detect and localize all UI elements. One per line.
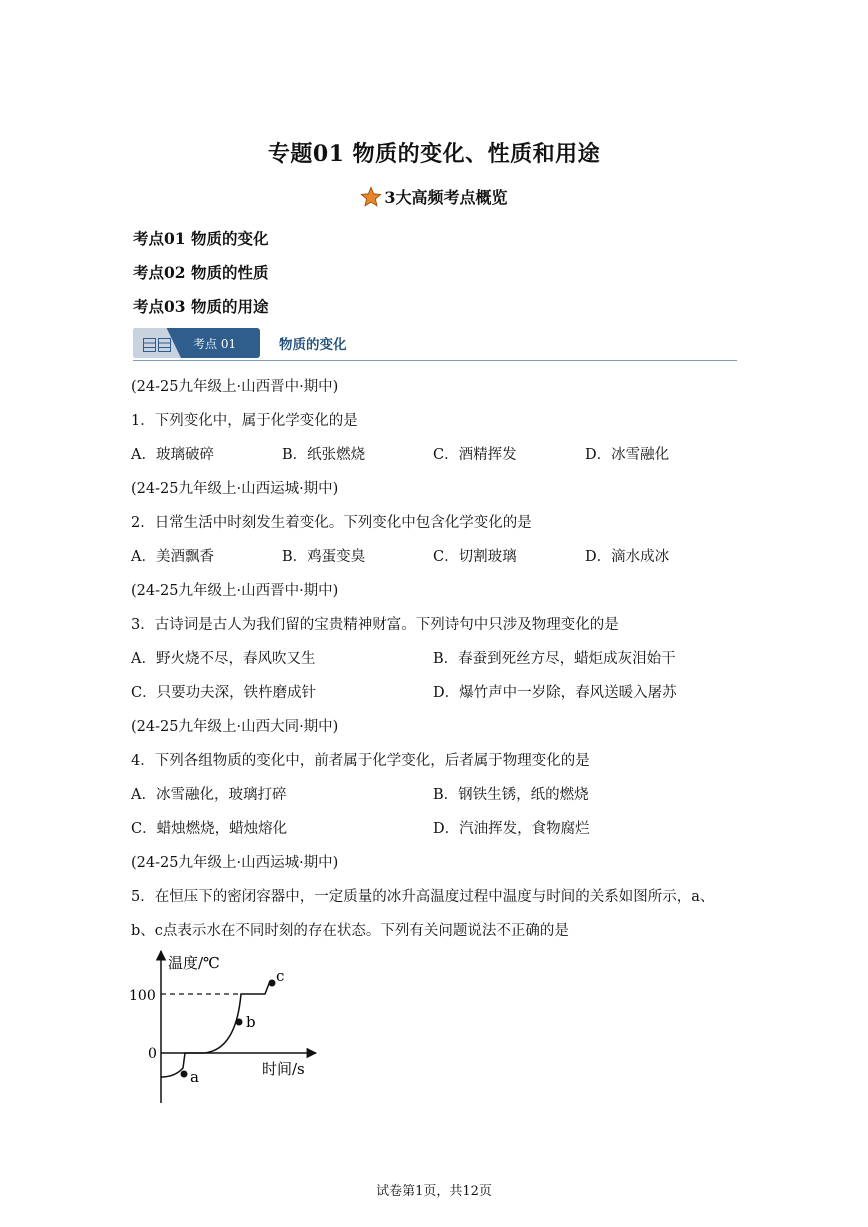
q3-options-row1 bbox=[0, 647, 868, 667]
point-a-marker bbox=[181, 1071, 188, 1078]
q4-option-b: B．钢铁生锈，纸的燃烧 bbox=[433, 787, 589, 803]
q5-source: (24-25九年级上·山西运城·期中) bbox=[131, 855, 339, 871]
q4-stem: 4．下列各组物质的变化中，前者属于化学变化，后者属于物理变化的是 bbox=[131, 753, 590, 769]
point-c-marker bbox=[269, 980, 276, 987]
point-c-label: c bbox=[276, 967, 285, 985]
q1-options bbox=[0, 443, 868, 463]
q4-options-row1 bbox=[0, 783, 868, 803]
q3-option-b: B．春蚕到死丝方尽，蜡炬成灰泪始干 bbox=[433, 651, 676, 667]
kaodian-03: 考点03 物质的用途 bbox=[133, 297, 269, 316]
q4-option-d: D．汽油挥发，食物腐烂 bbox=[433, 821, 590, 837]
q1-source: (24-25九年级上·山西晋中·期中) bbox=[131, 379, 339, 395]
point-b-label: b bbox=[246, 1013, 256, 1031]
y-axis-label: 温度/℃ bbox=[168, 954, 220, 972]
q4-options-row2 bbox=[0, 817, 868, 837]
y-tick-100: 100 bbox=[129, 988, 156, 1004]
q1-option-d: D．冰雪融化 bbox=[585, 447, 670, 463]
temperature-time-graph bbox=[128, 945, 328, 1110]
kaodian-01: 考点01 物质的变化 bbox=[133, 229, 269, 248]
point-b-marker bbox=[236, 1019, 243, 1026]
section-banner bbox=[133, 328, 737, 362]
q1-option-b: B．纸张燃烧 bbox=[282, 447, 366, 463]
q5-stem-line1: 5．在恒压下的密闭容器中，一定质量的冰升高温度过程中温度与时间的关系如图所示，a、 bbox=[131, 889, 715, 905]
x-axis-label: 时间/s bbox=[262, 1060, 305, 1078]
page-title: 专题01 物质的变化、性质和用途 bbox=[267, 141, 601, 167]
q2-options bbox=[0, 545, 868, 565]
q1-stem: 1．下列变化中，属于化学变化的是 bbox=[131, 413, 358, 429]
grid-icon bbox=[143, 338, 171, 352]
q3-option-c: C．只要功夫深，铁杵磨成针 bbox=[131, 685, 317, 701]
q5-stem-line2: b、c点表示水在不同时刻的存在状态。下列有关问题说法不正确的是 bbox=[131, 923, 569, 939]
q2-stem: 2．日常生活中时刻发生着变化。下列变化中包含化学变化的是 bbox=[131, 515, 532, 531]
q4-option-a: A．冰雪融化，玻璃打碎 bbox=[131, 787, 287, 803]
q4-source: (24-25九年级上·山西大同·期中) bbox=[131, 719, 339, 735]
q2-option-c: C．切割玻璃 bbox=[433, 549, 517, 565]
overview-text: 3大高频考点概览 bbox=[384, 188, 508, 207]
y-tick-0: 0 bbox=[148, 1046, 157, 1062]
page-footer: 试卷第1页，共12页 bbox=[376, 1184, 492, 1199]
q3-option-a: A．野火烧不尽，春风吹又生 bbox=[131, 651, 316, 667]
banner-rule bbox=[133, 360, 737, 361]
point-a-label: a bbox=[190, 1068, 199, 1086]
q2-source: (24-25九年级上·山西运城·期中) bbox=[131, 481, 339, 497]
banner-tab-text: 考点 01 bbox=[193, 337, 237, 351]
q2-option-d: D．滴水成冰 bbox=[585, 549, 670, 565]
q3-options-row2 bbox=[0, 681, 868, 701]
q2-option-a: A．美酒飘香 bbox=[131, 549, 214, 565]
q2-option-b: B．鸡蛋变臭 bbox=[282, 549, 366, 565]
q3-option-d: D．爆竹声中一岁除，春风送暖入屠苏 bbox=[433, 685, 677, 701]
q1-option-a: A．玻璃破碎 bbox=[131, 447, 214, 463]
q4-option-c: C．蜡烛燃烧，蜡烛熔化 bbox=[131, 821, 288, 837]
q3-source: (24-25九年级上·山西晋中·期中) bbox=[131, 583, 339, 599]
q3-stem: 3．古诗词是古人为我们留的宝贵精神财富。下列诗句中只涉及物理变化的是 bbox=[131, 617, 619, 633]
overview-heading bbox=[0, 185, 868, 212]
q1-option-c: C．酒精挥发 bbox=[433, 447, 517, 463]
kaodian-02: 考点02 物质的性质 bbox=[133, 263, 269, 282]
banner-label: 物质的变化 bbox=[279, 337, 347, 353]
star-icon bbox=[360, 186, 382, 212]
